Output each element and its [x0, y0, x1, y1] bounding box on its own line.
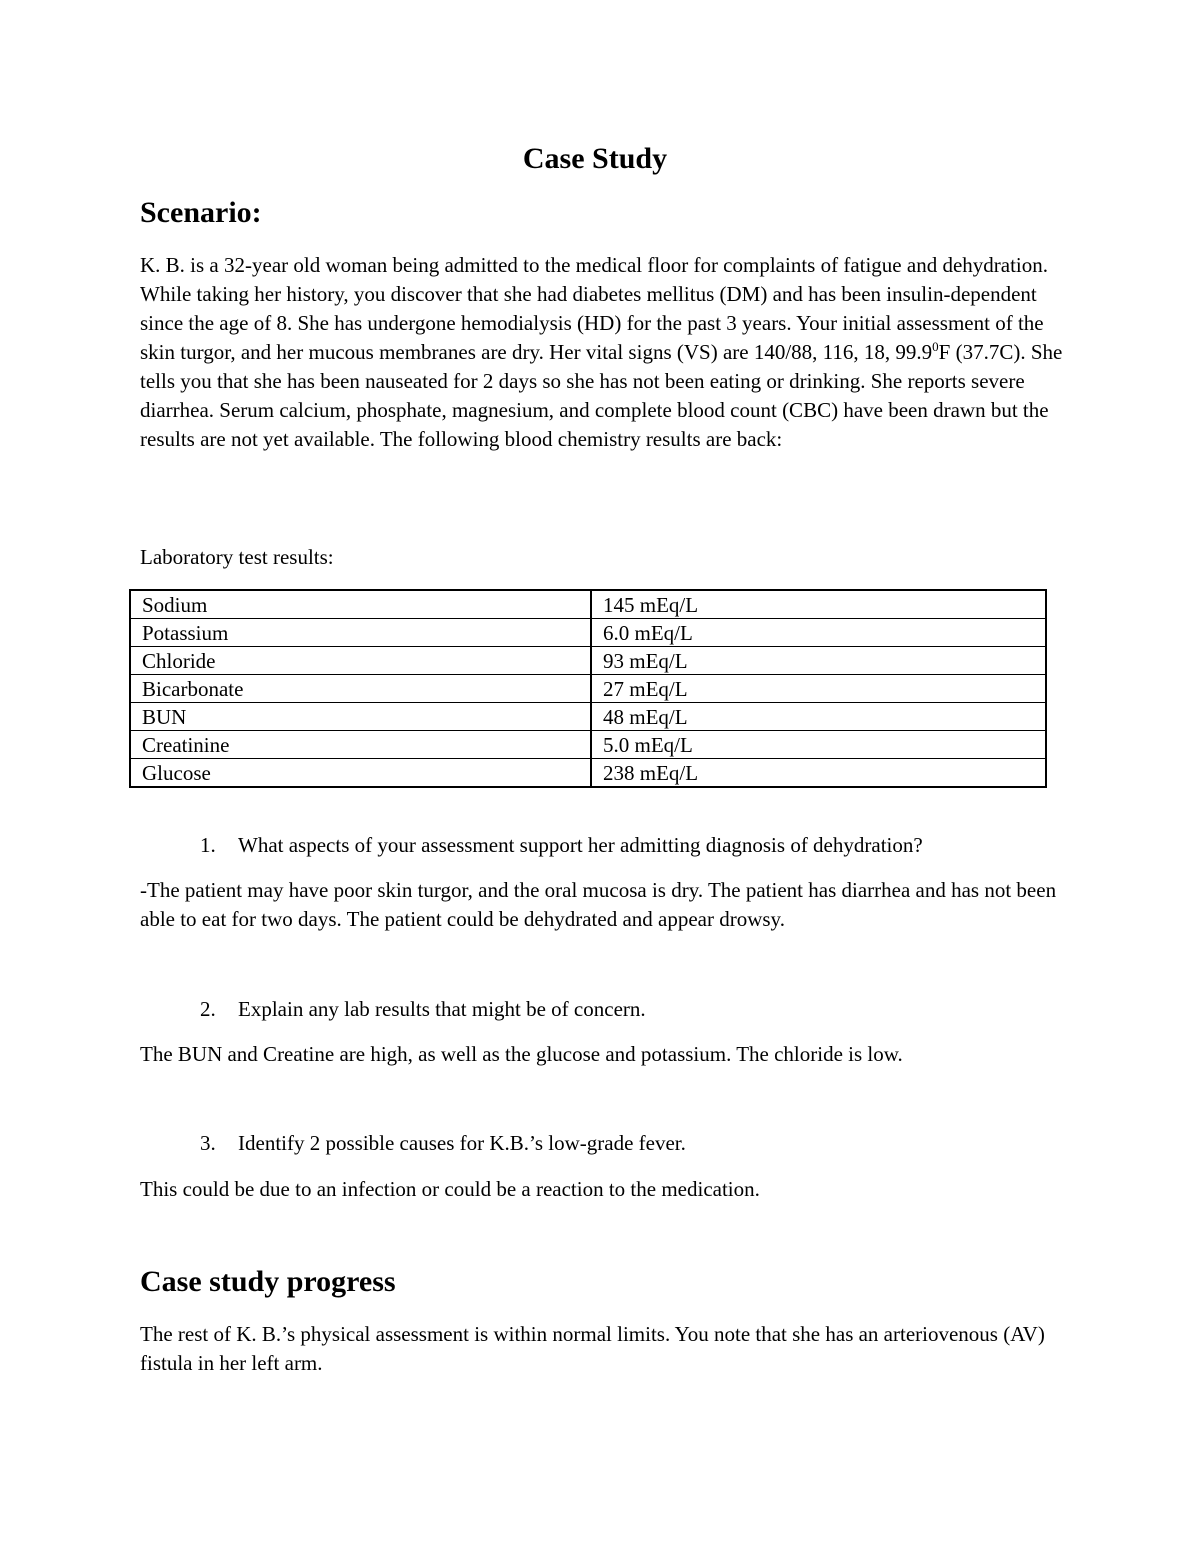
scenario-heading: Scenario:	[140, 196, 262, 229]
progress-heading: Case study progress	[140, 1265, 396, 1298]
question-text: Explain any lab results that might be of concern.	[238, 997, 646, 1021]
scenario-paragraph	[140, 251, 1070, 454]
lab-test-value: 6.0 mEq/L	[591, 619, 1046, 647]
lab-test-value: 27 mEq/L	[591, 675, 1046, 703]
table-row	[130, 647, 1046, 675]
question-text: Identify 2 possible causes for K.B.’s low-grade fever.	[238, 1131, 686, 1155]
answer-1: -The patient may have poor skin turgor, and the oral mucosa is dry. The patient has diarrhea and has not been able to eat for two days. The patient could be dehydrated and appear drowsy.	[140, 878, 1057, 931]
table-row	[130, 590, 1046, 619]
lab-test-value: 93 mEq/L	[591, 647, 1046, 675]
temperature-degree-superscript: 0	[932, 339, 939, 354]
scenario-text-part1: K. B. is a 32-year old woman being admitted to the medical floor for complaints of fatigue and dehydration. While taking her history, you discover that she had diabetes mellitus (DM) and has been insulin-dependent since the age of 8. She has undergone hemodialysis (HD) for the past 3 years. Your initial assessment of the skin turgor, and her mucous membranes are dry. Her vital signs (VS) are 140/88, 116, 18, 99.9	[140, 253, 1049, 364]
lab-test-name: Sodium	[130, 590, 591, 619]
scenario-text-part2: F (37.7C). She tells you that she has been nauseated for 2 days so she has not been eating or drinking. She reports severe diarrhea. Serum calcium, phosphate, magnesium, and complete blood count (CBC) have been drawn but the results are not yet available. The following blood chemistry results are back:	[140, 340, 1063, 451]
question-text: What aspects of your assessment support her admitting diagnosis of dehydration?	[238, 833, 923, 857]
lab-test-value: 145 mEq/L	[591, 590, 1046, 619]
table-row	[130, 675, 1046, 703]
table-row	[130, 703, 1046, 731]
question-3	[200, 1131, 686, 1156]
lab-test-name: Chloride	[130, 647, 591, 675]
lab-results-table	[129, 589, 1047, 788]
answer-2: The BUN and Creatine are high, as well as the glucose and potassium. The chloride is low.	[140, 1042, 903, 1066]
table-row	[130, 731, 1046, 759]
question-2	[200, 997, 646, 1022]
lab-test-name: Creatinine	[130, 731, 591, 759]
table-row	[130, 759, 1046, 788]
table-row	[130, 619, 1046, 647]
answer-3: This could be due to an infection or could be a reaction to the medication.	[140, 1177, 760, 1201]
question-1	[200, 833, 923, 858]
question-number: 3.	[200, 1131, 216, 1155]
question-number: 1.	[200, 833, 216, 857]
lab-test-name: Glucose	[130, 759, 591, 788]
lab-test-value: 48 mEq/L	[591, 703, 1046, 731]
lab-test-name: BUN	[130, 703, 591, 731]
lab-results-label: Laboratory test results:	[140, 545, 334, 569]
progress-paragraph: The rest of K. B.’s physical assessment is within normal limits. You note that she has an arteriovenous (AV) fistula in her left arm.	[140, 1322, 1045, 1375]
lab-test-value: 238 mEq/L	[591, 759, 1046, 788]
lab-test-value: 5.0 mEq/L	[591, 731, 1046, 759]
lab-test-name: Bicarbonate	[130, 675, 591, 703]
question-number: 2.	[200, 997, 216, 1021]
document-title: Case Study	[522, 142, 668, 175]
lab-test-name: Potassium	[130, 619, 591, 647]
